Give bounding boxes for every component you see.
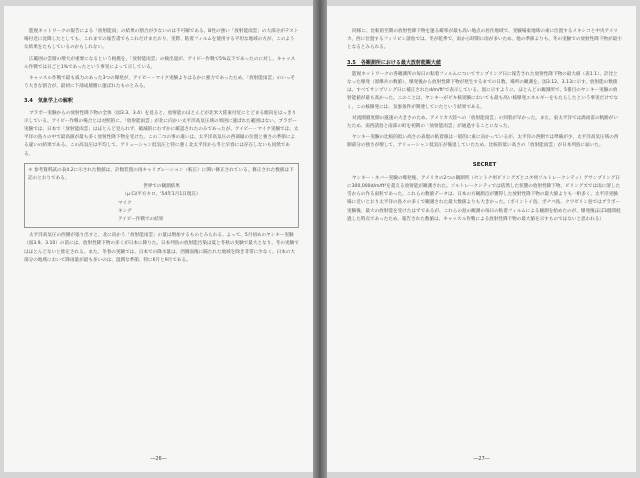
paragraph: 太平洋高気圧の西側が張り出すと、北に向かう「放射能雨雲」の量は増加するものとみられる。よって、5月初めのヤンキー実験（図3.9、3.10）の前には、放射性降下物の多くが日本に降りた。日本列島の放射能汚染は夏と冬秋の実験で最大となり、冬の実験ではほとんどないと推定される。また、冬春の実験では、日本での降水量は、西側面後に隔たれた地域を除き非常に少なく、日本の大部分の地域において降雨量が最も多いのは、湿潤な季節、特に6月と9月である。 bbox=[24, 233, 299, 263]
page-number: ―27― bbox=[473, 456, 490, 462]
paragraph: ヤンキー・ネバー実験の爆発後、アメリカの2つの観測所（セントナ州ビリングズとユタ州ソルトレークシティ）ゲサンプリング日に300,000d/m/ft²を超える放射能が観測された。ソルトレークシティでは依然した状態の放射性降下物、ビリングズでは雨に溶した雪からの作る雨粒であった。これらの数値データは、日本の方観測点が獲得した放射性降下物の最大値よりも一桁多く、太平洋実験場に近いとおり太平洋の島々の多くで観測された最大数値よりも大きかった。（ポイントイ島、ポナペ島、クワゼリン島ではブラボー実験後、最大の放射能を受けたはずであるが、これらの島の観測の毎日の粘着フィルムによる観測を始めたのが、爆発後ほぼ3週間経過した時点であったため、報告された数値は、キャッスル作戦による放射性降下物の最大値を示すものではないと思われる） bbox=[347, 175, 621, 222]
paragraph: ヤンキー実験の比較的低い高さの表現の粘着値は一般的に東に向かっているが、太平洋の西側では準備が少、太平洋高気圧域の西側部分の強さが増して、アリューシャン低気圧が後退していたため、比較的低い高さの「放射能雨雲」が日本列島に届いた。 bbox=[347, 135, 619, 149]
section-heading: 3.5 各観測所における最大放射能観大値 bbox=[347, 59, 441, 66]
right-page-text bbox=[347, 28, 622, 227]
table-subtitle: （μ Ci/平方キロ、'54年1月1日現在） bbox=[122, 192, 201, 198]
page-number: ―26― bbox=[150, 456, 167, 462]
paragraph: ブラボー実験からの放射性降下物の全体（図3.3、3.4）を見ると、放射能のほとんどが北米大陸東付近にとどまる傾向をはっきり示している。アイビー作戦の場合とは対照的に、「放射能雨雲」が北に向かい太平洋高気圧域の周囲に運ばれた範囲はない。ブラボー実験では、日本で「放射能雨雲」はほとんど見られず、破滅的にわずかに確認されたのみであったが、アイビー・マイク実験では、太平洋の島々の中で最高値が最も多く放射性降下物を受けた。この二つの事の違いは、太平洋高気圧の西部縁の位置と強さの季節による違いの結果である。この高気圧は平均して、アリューシャン低気圧と特に強く北太平洋から冬と早春には存在しないも同然である。 bbox=[24, 110, 299, 157]
paragraph: キャッスル作戦で最も威力のあった3つの爆発が、アイビー・マイク実験よりはるかに強力であったため、「放射能雨雲」のいっそう大きな割合が、最初に下部成層圏に運ばれたものとみる。 bbox=[24, 76, 296, 90]
paragraph: 広範囲の雲層の増大が重要になるという根拠を、「放射能雨雲」の検出量が、アイビー作戦で5%以下であったのに対し、キャッスル作戦では日ごと1%であったという事実によって示している。 bbox=[24, 56, 296, 70]
section-heading: 3.4 気象学上の解釈 bbox=[24, 98, 73, 105]
table-row: キング bbox=[118, 208, 132, 214]
table-row: マイク bbox=[118, 200, 132, 206]
paragraph: 対流圏層度側の風速の大きさのため、アメリカ大陸への「放射能雨雲」の到着が早かった。また、東太平洋では渦雨雷の軌跡がいたため、南西諸島と南部の町を初期の「放射能雨雲」が通過することになった。 bbox=[347, 115, 618, 130]
right-page bbox=[327, 6, 636, 472]
left-page-text bbox=[24, 28, 299, 268]
paragraph: 同様に、比較的至期の放射性降下物を運る確率が最も高い地点の居住地域で、実験場東地域の東に位置するメキシコと中央アメリカ、西に位置するフィリピン諸島では、冬が乾季で、雨から時期に雨が多いため、他の季節よりも、冬の実験での放射性降下物が最小となるとみられる。 bbox=[347, 29, 622, 51]
secret-label: SECRET bbox=[472, 161, 497, 168]
paragraph: 監視ネットワークの報告による「放射能雨」の結果の割合が少ないのは不可解である。B性の強い「放射能雨雲」の大部分がテスト場付近に沈降したとしても、これまでの報告書でもこれだけまたおり、実際、粘着フィルムを使用する平坦な地域の方が、このような結果をたもしているのかもしれない。 bbox=[24, 29, 299, 51]
paragraph: 監視ネットワークの各観測所の毎日の粘着フィルムについてサンプリング日に報告された放射性降下物の最大値（表1.1）、計比となった爆発（原爆兵の数値）、爆発後から放射性降下物が発生するまでの日数、場所の観測を、図3.12、3.13に示す。放射能の数値は、すべてサンプリング日に補正されたd/m/ft²で表示している。図に示すように、ほとんどの観測所で、5番目のヤンキー実験の放射能値が最も高かった。このことは、ヤンキーがビキ核実験においても最も高い核爆発エネルギーをもたらしたという事実だけでなく、この核爆発には、気象条件が関連していたという結果である。 bbox=[347, 71, 618, 110]
table-row: アイビー作戦での結果 bbox=[118, 217, 164, 223]
book-gutter bbox=[313, 0, 327, 478]
note-box bbox=[24, 163, 299, 228]
note-text: ＊ 参考資料試の表4.2に示された数値は、計数装置の再キャリブレーション（較正）に関い修正されている。修正された数値は下記のとおりである。 bbox=[28, 167, 294, 182]
left-page bbox=[4, 6, 313, 472]
table-title: 世界での観測結果 bbox=[143, 184, 180, 190]
